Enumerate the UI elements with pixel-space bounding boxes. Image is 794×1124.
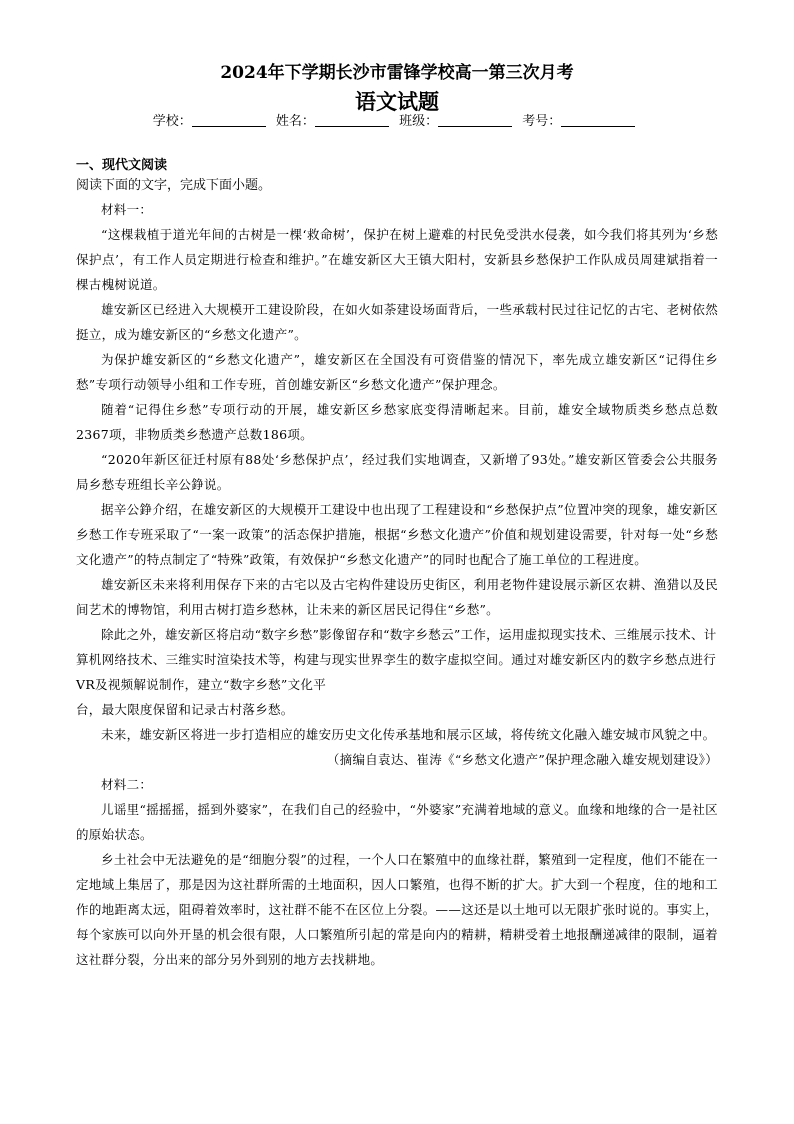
source-citation: （摘编自袁达、崔涛《“乡愁文化遗产”保护理念融入雄安规划建设》） (326, 752, 718, 767)
paragraph: 乡土社会中无法避免的是“细胞分裂”的过程，一个人口在繁殖中的血缘社群，繁殖到一定程度，他们不能在一定地域上集居了，那是因为这社群所需的土地面积，因人口繁殖，也得不断的扩大。扩大到一个程度，住的地和工作的地距离太远，阻碍着效率时，这社群不能不在区位上分裂。——这还是以土地可以无限扩张时说的。事实上，每个家族可以向外开垦的机会很有限，人口繁殖所引起的常是向内的精耕，精耕受着土地报酬递减律的限制，逼着这社群分裂，分出来的部分另外到别的地方去找耕地。 (76, 852, 718, 967)
material-one-label: 材料一： (101, 202, 153, 217)
paragraph: 除此之外，雄安新区将启动“数字乡愁”影像留存和“数字乡愁云”工作，运用虚拟现实技术、三维展示技术、计算机网络技术、三维实时渲染技术等，构建与现实世界孪生的数字虚拟空间。通过对雄安新区内的数字乡愁点进行VR及视频解说制作，建立“数字乡愁”文化平 (76, 627, 717, 692)
paragraph: 随着“记得住乡愁”专项行动的开展，雄安新区乡愁家底变得清晰起来。目前，雄安全域物质类乡愁点总数2367项，非物质类乡愁遗产总数186项。 (76, 402, 718, 442)
name-label: 姓名： (275, 114, 315, 129)
exam-title: 2024年下学期长沙市雷锋学校高一第三次月考 (220, 63, 574, 83)
paragraph: 雄安新区未来将利用保存下来的古宅以及古宅构件建设历史街区，利用老物件建设展示新区农耕、渔猎以及民间艺术的博物馆，利用古树打造乡愁林，让未来的新区居民记得住“乡愁”。 (76, 577, 718, 617)
paragraph-continuation: 台，最大限度保留和记录古村落乡愁。 (76, 702, 294, 717)
school-label: 学校： (152, 114, 192, 129)
name-blank[interactable] (315, 114, 389, 127)
exam-subtitle: 语文试题 (355, 89, 439, 114)
paragraph: 雄安新区已经进入大规模开工建设阶段，在如火如荼建设场面背后，一些承载村民过往记忆的古宅、老树依然挺立，成为雄安新区的“乡愁文化遗产”。 (76, 302, 718, 342)
reading-passage (76, 197, 718, 972)
exam-number-label: 考号： (522, 114, 562, 129)
section-heading: 一、现代文阅读 (76, 158, 168, 173)
paragraph: 儿谣里“摇摇摇，摇到外婆家”，在我们自己的经验中，“外婆家”充满着地域的意义。血缘和地缘的合一是社区的原始状态。 (76, 802, 718, 842)
paragraph: “这棵栽植于道光年间的古树是一棵‘救命树’，保护在树上避难的村民免受洪水侵袭，如今我们将其列为‘乡愁保护点’，有工作人员定期进行检查和维护。”在雄安新区大王镇大阳村，安新县乡愁保护工作队成员周建斌指着一棵古槐树说道。 (76, 227, 718, 292)
class-blank[interactable] (438, 114, 512, 127)
paragraph: “2020年新区征迁村原有88处‘乡愁保护点’，经过我们实地调查，又新增了93处。”雄安新区管委会公共服务局乡愁专班组长辛公錚说。 (76, 452, 718, 492)
section-instruction: 阅读下面的文字，完成下面小题。 (76, 178, 272, 193)
paragraph: 未来，雄安新区将进一步打造相应的雄安历史文化传承基地和展示区域，将传统文化融入雄安城市风貌之中。 (101, 727, 716, 742)
material-two-label: 材料二： (101, 777, 153, 792)
class-label: 班级： (399, 114, 439, 129)
school-blank[interactable] (192, 114, 266, 127)
paragraph: 据辛公錚介绍，在雄安新区的大规模开工建设中也出现了工程建设和“乡愁保护点”位置冲突的现象，雄安新区乡愁工作专班采取了“一案一政策”的活态保护措施，根据“乡愁文化遗产”价值和规划建设需要，针对每一处“乡愁文化遗产”的特点制定了“特殊”政策，有效保护“乡愁文化遗产”的同时也配合了施工单位的工程进度。 (76, 502, 718, 567)
student-info-fields (0, 110, 794, 129)
paragraph: 为保护雄安新区的“乡愁文化遗产”，雄安新区在全国没有可资借鉴的情况下，率先成立雄安新区“记得住乡愁”专项行动领导小组和工作专班，首创雄安新区“乡愁文化遗产”保护理念。 (76, 352, 718, 392)
exam-number-blank[interactable] (561, 114, 635, 127)
